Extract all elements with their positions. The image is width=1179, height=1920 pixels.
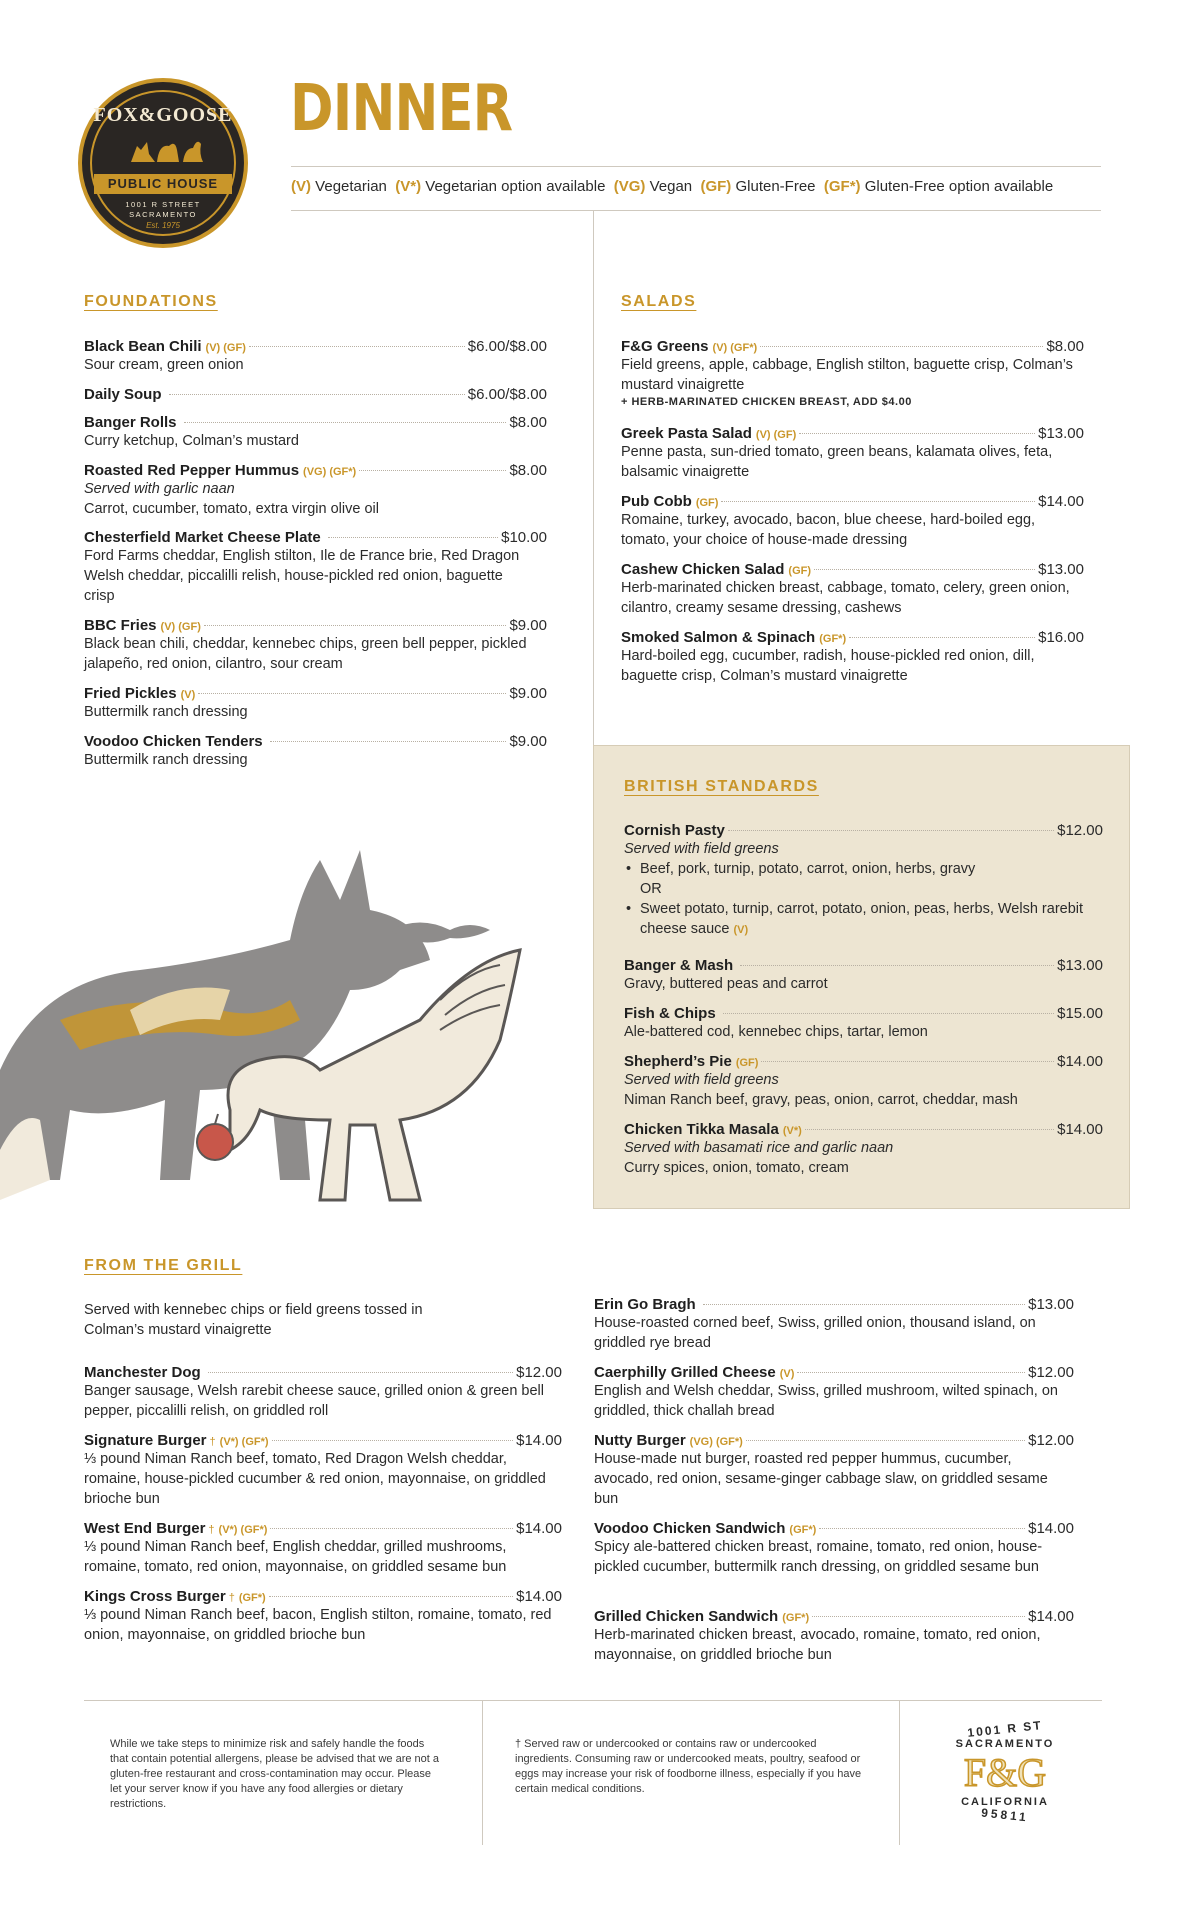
- menu-item: Greek Pasta Salad (V) (GF) $13.00 Penne pasta, sun-dried tomato, green beans, kalamata olives, feta, balsamic vinaigrette: [621, 425, 1084, 480]
- fox-and-goose-illustration: [0, 820, 560, 1240]
- footer-divider: [84, 1700, 1102, 1701]
- menu-item: Grilled Chicken Sandwich (GF*) $14.00 Herb-marinated chicken breast, avocado, romaine, tomato, red onion, mayonnaise, on griddled brioche bun: [594, 1608, 1074, 1663]
- logo-established: Est. 1975: [146, 221, 180, 230]
- menu-item: Banger & Mash $13.00 Gravy, buttered peas and carrot: [624, 957, 1103, 992]
- grill-list-left: [84, 1364, 562, 1656]
- menu-item: Caerphilly Grilled Cheese (V) $12.00 English and Welsh cheddar, Swiss, grilled mushroom, wilted spinach, on griddled, thick challah bread: [594, 1364, 1074, 1419]
- menu-item: Cashew Chicken Salad (GF) $13.00 Herb-marinated chicken breast, cabbage, tomato, celery, green onion, cilantro, creamy sesame dressing, cashews: [621, 561, 1084, 616]
- allergy-notice: While we take steps to minimize risk and safely handle the foods that contain potential allergens, please be advised that we are not a gluten-free restaurant and cross-contamination may occur. Please let your server know if you have any food allergies or dietary restrictions.: [110, 1738, 440, 1810]
- logo-title: FOX&GOOSE: [93, 104, 233, 126]
- raw-food-notice: † Served raw or undercooked or contains raw or undercooked ingredients. Consuming raw or undercooked meats, poultry, seafood or eggs may increase your risk of foodborne illness, especially if you have certain medical conditions.: [515, 1738, 862, 1795]
- menu-item: Black Bean Chili (V) (GF) $6.00/$8.00 Sour cream, green onion: [84, 338, 547, 373]
- menu-item: Voodoo Chicken Sandwich (GF*) $14.00 Spicy ale-battered chicken breast, romaine, tomato, red onion, house-pickled cucumber, buttermilk ranch dressing, on griddled sesame bun: [594, 1520, 1074, 1575]
- menu-item: West End Burger † (V*) (GF*) $14.00 ⅓ pound Niman Ranch beef, English cheddar, grilled mushrooms, romaine, tomato, red onion, mayonnaise, on griddled sesame bun: [84, 1520, 562, 1575]
- menu-item: Fried Pickles (V) $9.00 Buttermilk ranch dressing: [84, 685, 547, 720]
- menu-item: Chesterfield Market Cheese Plate $10.00 Ford Farms cheddar, English stilton, Ile de France brie, Red Dragon Welsh cheddar, piccalilli relish, house-pickled red onion, baguette crisp: [84, 529, 547, 604]
- menu-item: Smoked Salmon & Spinach (GF*) $16.00 Hard-boiled egg, cucumber, radish, house-pickled red onion, dill, baguette crisp, Colman’s mustard vinaigrette: [621, 629, 1084, 684]
- logo: [78, 78, 248, 248]
- section-title-british-standards: BRITISH STANDARDS: [624, 778, 819, 795]
- footer-divider-2: [899, 1701, 900, 1845]
- menu-item: Fish & Chips $15.00 Ale-battered cod, kennebec chips, tartar, lemon: [624, 1005, 1103, 1040]
- menu-item: Voodoo Chicken Tenders $9.00 Buttermilk ranch dressing: [84, 733, 547, 768]
- menu-item: Kings Cross Burger † (GF*) $14.00 ⅓ pound Niman Ranch beef, bacon, English stilton, romaine, tomato, red onion, mayonnaise, on griddled brioche bun: [84, 1588, 562, 1643]
- menu-item: Nutty Burger (VG) (GF*) $12.00 House-made nut burger, roasted red pepper hummus, cucumber, avocado, red onion, sesame-ginger cabbage slaw, on griddled sesame bun: [594, 1432, 1074, 1507]
- foundations-list: [84, 338, 547, 781]
- stamp-logo: F&G: [963, 1750, 1047, 1795]
- page-title: DINNER: [290, 72, 513, 146]
- footer-divider-1: [482, 1701, 483, 1845]
- menu-item: Shepherd’s Pie (GF) $14.00 Served with field greens Niman Ranch beef, gravy, peas, onion, carrot, cheddar, mash: [624, 1053, 1103, 1108]
- menu-item: BBC Fries (V) (GF) $9.00 Black bean chili, cheddar, kennebec chips, green bell pepper, pickled jalapeño, red onion, cilantro, sour cream: [84, 617, 547, 672]
- column-divider: [593, 211, 594, 745]
- address-stamp: 1001 R ST SACRAMENTO F&G CALIFORNIA 95811: [940, 1716, 1070, 1846]
- british-list: [624, 822, 1103, 1189]
- logo-address: 1001 R STREET SACRAMENTO: [125, 200, 201, 219]
- menu-item: Signature Burger † (V*) (GF*) $14.00 ⅓ pound Niman Ranch beef, tomato, Red Dragon Welsh cheddar, romaine, house-pickled cucumber & red onion, mayonnaise, on griddled brioche bun: [84, 1432, 562, 1507]
- grill-intro: Served with kennebec chips or field greens tossed in Colman’s mustard vinaigrette: [84, 1302, 423, 1338]
- diet-legend: (V) Vegetarian (V*) Vegetarian option available (VG) Vegan (GF) Gluten-Free (GF*) Gluten-Free option available: [291, 178, 1054, 195]
- menu-item: Cornish Pasty $12.00 Served with field greens • Beef, pork, turnip, potato, carrot, onion, herbs, gravy OR • Sweet potato, turnip, carrot, potato, onion, peas, herbs, Welsh rarebit cheese sauce (V): [624, 822, 1103, 957]
- legend-divider: [291, 210, 1101, 211]
- section-title-from-the-grill: FROM THE GRILL: [84, 1257, 243, 1274]
- fox-goose-icon: [127, 132, 207, 164]
- menu-item: F&G Greens (V) (GF*) $8.00 Field greens, apple, cabbage, English stilton, baguette crisp, Colman’s mustard vinaigrette + HERB-MARINATED CHICKEN BREAST, ADD $4.00: [621, 338, 1084, 408]
- logo-banner: PUBLIC HOUSE: [94, 174, 232, 194]
- salads-list: [621, 338, 1084, 697]
- title-divider: [291, 166, 1101, 167]
- menu-item: Chicken Tikka Masala (V*) $14.00 Served with basamati rice and garlic naan Curry spices, onion, tomato, cream: [624, 1121, 1103, 1176]
- section-title-foundations: FOUNDATIONS: [84, 293, 218, 310]
- menu-item: Daily Soup $6.00/$8.00: [84, 386, 547, 403]
- grill-list-right: [594, 1296, 1074, 1676]
- menu-item: Erin Go Bragh $13.00 House-roasted corned beef, Swiss, grilled onion, thousand island, on griddled rye bread: [594, 1296, 1074, 1351]
- section-title-salads: SALADS: [621, 293, 697, 310]
- menu-item: Banger Rolls $8.00 Curry ketchup, Colman’s mustard: [84, 414, 547, 449]
- menu-item: Manchester Dog $12.00 Banger sausage, Welsh rarebit cheese sauce, grilled onion & green bell pepper, piccalilli relish, on griddled roll: [84, 1364, 562, 1419]
- menu-item: Pub Cobb (GF) $14.00 Romaine, turkey, avocado, bacon, blue cheese, hard-boiled egg, tomato, your choice of house-made dressing: [621, 493, 1084, 548]
- menu-item: Roasted Red Pepper Hummus (VG) (GF*) $8.00 Served with garlic naan Carrot, cucumber, tomato, extra virgin olive oil: [84, 462, 547, 517]
